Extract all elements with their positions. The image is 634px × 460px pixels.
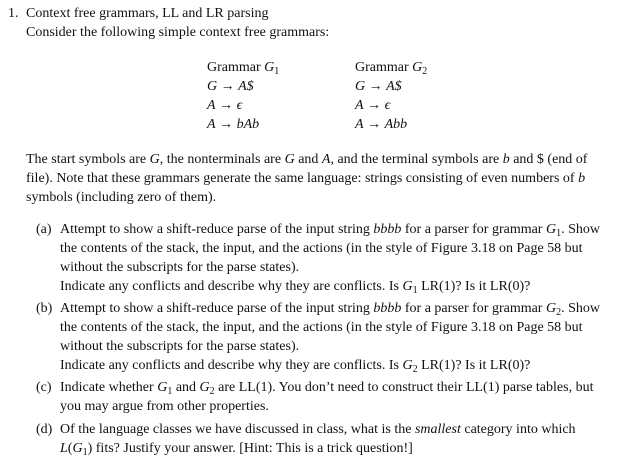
question-header (8, 4, 268, 23)
grammar-g2-title: Grammar $G_2$ (355, 60, 428, 77)
part-line: Of the language classes we have discussed in class, what is the smallest category into which (60, 422, 576, 437)
part-line: the contents of the stack, the input, and the actions (in the style of Figure 3.18 on Page 58 but (60, 241, 583, 256)
grammar-g2-rule: A → ϵ (355, 98, 391, 113)
question-intro: Consider the following simple context free grammars: (26, 25, 330, 40)
part-line: Indicate whether $G_1$ and $G_2$ are LL(1). You don’t need to construct their LL(1) parse tables, but (60, 380, 594, 397)
part-line: Attempt to show a shift-reduce parse of the input string bbbb for a parser for grammar $G_1$. Show (60, 222, 600, 239)
grammar-g1-rule: A → ϵ (207, 98, 243, 113)
grammar-g1-title: Grammar $G_1$ (207, 60, 280, 77)
description-line: The start symbols are G, the nonterminals are G and A, and the terminal symbols are b and $ (end of (26, 152, 588, 167)
grammar-g2 (355, 58, 427, 134)
part-line: you may argue from other properties. (60, 399, 269, 414)
grammar-g1-rule: A → bAb (207, 117, 260, 132)
part-line: Indicate any conflicts and describe why they are conflicts. Is $G_2$ LR(1)? Is it LR(0)? (60, 358, 531, 375)
part-line: the contents of the stack, the input, and the actions (in the style of Figure 3.18 on Page 58 but (60, 320, 583, 335)
grammar-g1 (207, 58, 279, 134)
grammar-g1-rule: G → A$ (207, 79, 254, 94)
description-line: symbols (including zero of them). (26, 190, 217, 205)
part-label: (c) (36, 380, 52, 395)
grammar-g2-rule: A → Abb (355, 117, 408, 132)
description-line: file). Note that these grammars generate the same language: strings consisting of even numbers of b (26, 171, 586, 186)
part-label: (b) (36, 301, 53, 316)
part-line: Attempt to show a shift-reduce parse of the input string bbbb for a parser for grammar $G_2$. Show (60, 301, 600, 318)
grammar-g2-rule: G → A$ (355, 79, 402, 94)
part-line: $L(G_1)$ fits? Justify your answer. [Hint: This is a trick question!] (60, 441, 413, 458)
part-label: (a) (36, 222, 52, 237)
part-line: without the subscripts for the parse states). (60, 260, 300, 275)
question-number: 1. (8, 6, 19, 21)
part-line: without the subscripts for the parse states). (60, 339, 300, 354)
part-line: Indicate any conflicts and describe why they are conflicts. Is $G_1$ LR(1)? Is it LR(0)? (60, 279, 531, 296)
part-label: (d) (36, 422, 53, 437)
question-title: Context free grammars, LL and LR parsing (26, 6, 269, 21)
